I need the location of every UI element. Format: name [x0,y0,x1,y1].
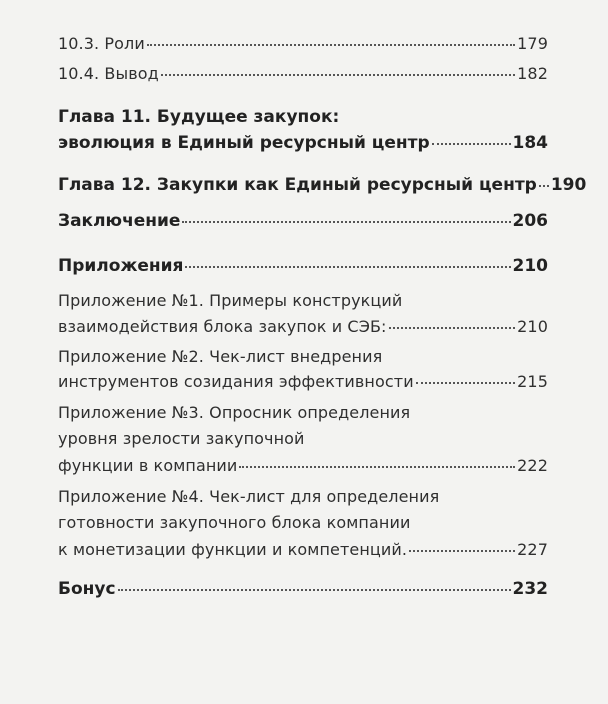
toc-entry-page: 215 [517,372,548,391]
toc-entry-page: 190 [550,175,587,195]
dot-leader [432,143,511,145]
toc-entry-title: Глава 12. Закупки как Единый ресурсный центр [58,175,537,195]
toc-app4-line2: готовности закупочного блока компании [58,513,411,532]
toc-entry-page: 210 [517,317,548,336]
toc-entry-title: Бонус [58,579,116,599]
toc-entry-title: инструментов созидания эффективности [58,372,414,391]
toc-app3-line1: Приложение №3. Опросник определения [58,403,411,422]
toc-entry-title: к монетизации функции и компетенций. [58,540,408,559]
toc-entry-app4[interactable] [58,542,548,558]
toc-entry-zaklyuchenie[interactable] [58,213,548,230]
toc-entry-app1[interactable] [58,319,548,335]
toc-app2-line1: Приложение №2. Чек-лист внедрения [58,347,383,366]
dot-leader [147,44,515,46]
toc-chapter11-line1: Глава 11. Будущее закупок: [58,107,340,127]
toc-entry-page: 184 [512,133,548,153]
toc-entry-page: 227 [517,540,548,559]
toc-entry-app3[interactable] [58,458,548,474]
toc-entry-app2[interactable] [58,374,548,390]
toc-entry-page: 232 [512,579,548,599]
dot-leader [239,466,515,468]
toc-entry-page: 210 [512,256,548,276]
toc-entry-title: 10.4. Вывод [58,64,159,83]
toc-entry-conclusion-sub[interactable] [58,66,548,82]
toc-entry-title: взаимодействия блока закупок и СЭБ: [58,317,387,336]
toc-app3-line2: уровня зрелости закупочной [58,429,305,448]
toc-entry-page: 206 [512,211,548,231]
toc-entry-page: 179 [517,34,548,53]
dot-leader [409,550,515,552]
toc-entry-appendices[interactable] [58,258,548,275]
dot-leader [539,185,549,187]
toc-entry-chapter12[interactable] [58,175,587,195]
toc-entry-chapter11[interactable] [58,135,548,152]
toc-app1-line1: Приложение №1. Примеры конструкций [58,291,403,310]
toc-entry-bonus[interactable] [58,581,548,598]
toc-entry-title: Приложения [58,256,184,276]
toc-entry-page: 222 [517,456,548,475]
dot-leader [182,221,510,223]
dot-leader [389,327,516,329]
toc-entry-title: функции в компании [58,456,238,475]
dot-leader [118,589,511,591]
dot-leader [416,382,515,384]
dot-leader [161,74,515,76]
dot-leader [185,266,510,268]
toc-entry-title: Заключение [58,211,181,231]
toc-entry-title: эволюция в Единый ресурсный центр [58,133,430,153]
toc-entry-page: 182 [517,64,548,83]
toc-app4-line1: Приложение №4. Чек-лист для определения [58,487,440,506]
toc-entry-title: 10.3. Роли [58,34,145,53]
toc-entry-roles[interactable] [58,36,548,52]
